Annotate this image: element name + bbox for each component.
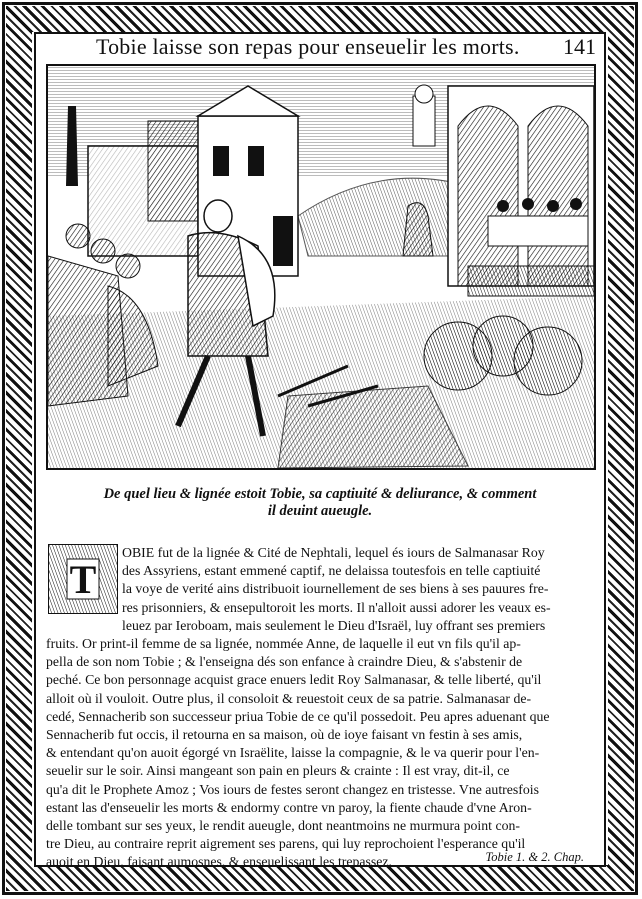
body-text bbox=[46, 544, 598, 872]
illustration-caption bbox=[60, 486, 580, 520]
body-line: qu'a dit le Prophete Amoz ; Vos iours de festes seront changez en tristesse. Vne autresfois bbox=[46, 781, 539, 797]
body-line: peché. Ce bon personnage acquist grace enuers ledit Roy Salmanasar, & telle liberté, qu'il bbox=[46, 672, 542, 688]
initial-letter: T bbox=[69, 557, 97, 602]
body-line: alloit où il vouloit. Outre plus, il consoloit & reuestoit ceux de sa patrie. Salmanasar de- bbox=[46, 690, 532, 706]
caption-line-1: De quel lieu & lignée estoit Tobie, sa captiuité & deliurance, & comment bbox=[103, 486, 537, 502]
page-title: Tobie laisse son repas pour enseuelir les morts. bbox=[96, 34, 520, 59]
body-line: tre Dieu, au contraire reprit aigrement ses parens, qui luy reprochoient l'esperance qu'il bbox=[46, 836, 526, 852]
body-line: fruits. Or print-il femme de sa lignée, nommée Anne, de laquelle il eut vn fils qu'il ap- bbox=[46, 636, 521, 652]
page-number: 141 bbox=[563, 34, 596, 59]
body-line: Sennacherib fut occis, il retourna en sa maison, où de ioye faisant vn festin à ses amis, bbox=[46, 727, 523, 743]
body-line: cedé, Sennacherib son successeur priua Tobie de ce qu'il possedoit. Peu apres aduenant que bbox=[46, 708, 550, 724]
scripture-reference: Tobie 1. & 2. Chap. bbox=[485, 850, 584, 864]
body-line: estant las d'enseuelir les morts & endormy contre vn paroy, la fiente chaude d'vne Aron- bbox=[46, 799, 532, 815]
body-line: leuez par Ieroboam, mais seulement le Dieu d'Israël, luy offrant ses premiers bbox=[122, 617, 546, 633]
body-line: pella de son nom Tobie ; & l'enseigna dés son enfance à craindre Dieu, & s'abstenir de bbox=[46, 654, 523, 670]
woodcut-scene bbox=[48, 66, 594, 468]
woodcut-illustration bbox=[46, 64, 596, 470]
page-header bbox=[36, 34, 606, 64]
body-line: des Assyriens, estant emmené captif, ne delaissa toutesfois en telle captiuité bbox=[122, 563, 541, 579]
body-line: seuelir sur le soir. Ainsi mangeant son pain en pleurs & crainte : Il est vray, dit-il, ce bbox=[46, 763, 510, 779]
body-line: res prisonniers, & ensepultoroit les morts. Il n'alloit aussi adorer les veaux es- bbox=[122, 599, 551, 615]
body-line: delle tombant sur ses yeux, le rendit aueugle, dont neantmoins ne murmura point con- bbox=[46, 818, 520, 834]
caption-line-2: il deuint aueugle. bbox=[267, 503, 373, 519]
body-line: & entendant qu'on auoit égorgé vn Israëlite, laisse la compagnie, & le va querir pour l'en- bbox=[46, 745, 540, 761]
body-line: la voye de verité ains distribuoit iournellement de ses biens à ses pauures fre- bbox=[122, 581, 549, 597]
body-line: OBIE fut de la lignée & Cité de Nephtali, lequel és iours de Salmanasar Roy bbox=[122, 545, 545, 560]
body-line: auoit en Dieu, faisant aumosnes, & enseuelissant les trepassez. bbox=[46, 854, 392, 870]
